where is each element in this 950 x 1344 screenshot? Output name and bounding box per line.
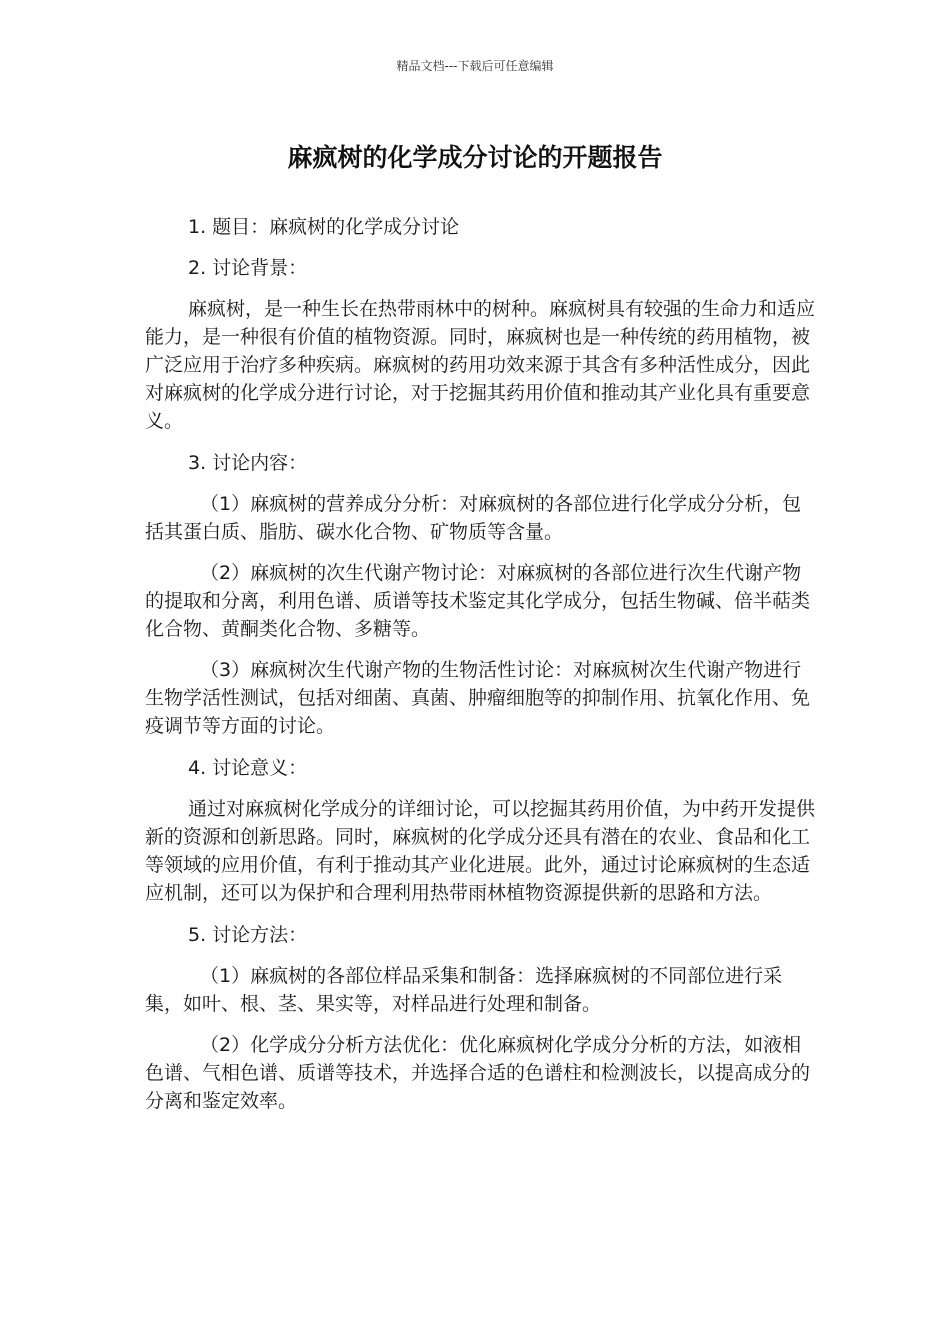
section-1-topic: 1. 题目：麻疯树的化学成分讨论 [188, 216, 460, 238]
section-4-heading: 4. 讨论意义： [188, 757, 308, 779]
document-title: 麻疯树的化学成分讨论的开题报告 [287, 143, 663, 172]
section-4-paragraph: 通过对麻疯树化学成分的详细讨论，可以挖掘其药用价值，为中药开发提供新的资源和创新思路。同时，麻疯树的化学成分还具有潜在的农业、食品和化工等领域的应用价值，有利于推动其产业化进展。此外，通过讨论麻疯树的生态适应机制，还可以为保护和合理利用热带雨林植物资源提供新的思路和方法。 [145, 798, 816, 904]
section-5-heading: 5. 讨论方法： [188, 924, 308, 946]
section-5-item: （1）麻疯树的各部位样品采集和制备：选择麻疯树的不同部位进行采集，如叶、根、茎、果实等，对样品进行处理和制备。 [145, 965, 783, 1015]
document-body [145, 213, 817, 1128]
section-3-item: （3）麻疯树次生代谢产物的生物活性讨论：对麻疯树次生代谢产物进行生物学活性测试，包括对细菌、真菌、肿瘤细胞等的抑制作用、抗氧化作用、免疫调节等方面的讨论。 [145, 659, 811, 737]
header-note: 精品文档---下载后可任意编辑 [396, 59, 554, 73]
section-2-paragraph: 麻疯树，是一种生长在热带雨林中的树种。麻疯树具有较强的生命力和适应能力，是一种很有价值的植物资源。同时，麻疯树也是一种传统的药用植物，被广泛应用于治疗多种疾病。麻疯树的药用功效来源于其含有多种活性成分，因此对麻疯树的化学成分进行讨论，对于挖掘其药用价值和推动其产业化具有重要意义。 [145, 298, 816, 432]
section-3-item: （1）麻疯树的营养成分分析：对麻疯树的各部位进行化学成分分析，包括其蛋白质、脂肪、碳水化合物、矿物质等含量。 [145, 493, 802, 543]
section-5-item: （2）化学成分分析方法优化：优化麻疯树化学成分分析的方法，如液相色谱、气相色谱、质谱等技术，并选择合适的色谱柱和检测波长，以提高成分的分离和鉴定效率。 [145, 1034, 811, 1112]
section-2-heading: 2. 讨论背景： [188, 257, 308, 279]
section-3-heading: 3. 讨论内容： [188, 452, 308, 474]
section-3-item: （2）麻疯树的次生代谢产物讨论：对麻疯树的各部位进行次生代谢产物的提取和分离，利用色谱、质谱等技术鉴定其化学成分，包括生物碱、倍半萜类化合物、黄酮类化合物、多糖等。 [145, 562, 811, 640]
